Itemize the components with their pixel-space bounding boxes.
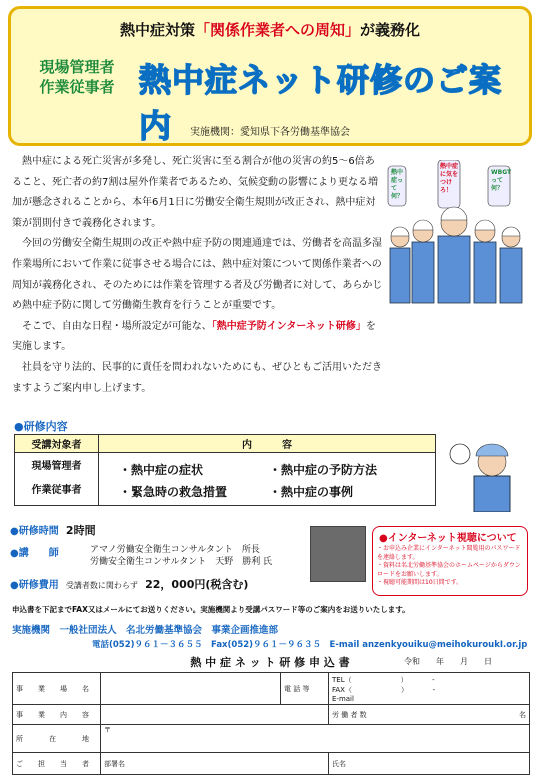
notice-list <box>377 545 525 588</box>
time-label: ●研修時間 <box>10 526 59 537</box>
course-role-manager: 現場管理者 <box>31 461 82 472</box>
headline-pre: 熱中症対策 <box>119 21 195 39</box>
lecturer-line: 労働安全衛生コンサルタント 天野 勝利 氏 <box>90 557 273 567</box>
thought-bubble <box>450 444 470 464</box>
worker-figure <box>438 236 470 303</box>
helmet-icon <box>413 220 433 230</box>
course-table <box>14 434 436 506</box>
role-manager: 現場管理者 <box>39 58 115 76</box>
business-content-label: 事 業 内 容 <box>13 705 101 725</box>
page-title: 熱中症ネット研修のご案内 <box>139 61 503 145</box>
postal-mark: 〒 <box>104 726 111 734</box>
business-content-field[interactable] <box>101 705 329 725</box>
fee-label: ●研修費用 <box>10 580 59 591</box>
course-item: ・熱中症の事例 <box>269 485 354 499</box>
cap-icon <box>476 444 508 456</box>
apply-instructions: 申込書を下記までFAX又はメールにてお送りください。実施機関より受講パスワード等のご案内をお送りいたします。 <box>12 605 410 614</box>
lecturer-photo <box>310 526 366 582</box>
email-line: E-mail <box>332 694 354 703</box>
intro-text-post: を実施します。 <box>12 320 376 353</box>
form-title: 熱 中 症 ネ ッ ト 研 修 申 込 書 <box>190 656 350 669</box>
course-item: ・熱中症の予防方法 <box>269 463 378 477</box>
course-col-content: 内 容 <box>99 435 436 453</box>
worker-figure <box>390 248 410 303</box>
intro-text-pre: そこで、自由な日程・場所設定が可能な、 <box>22 320 212 332</box>
helmet-icon <box>502 227 520 236</box>
course-role-worker: 作業従事者 <box>31 485 82 496</box>
notice-heading: ●インターネット視聴について <box>379 533 517 544</box>
workers-unit: 名 <box>519 710 526 719</box>
headline-post: が義務化 <box>360 21 421 39</box>
bubble-right: WBGTって何？ <box>491 169 512 192</box>
workers-illustration <box>384 160 534 310</box>
lecturer-line: アマノ労働安全衛生コンサルタント 所長 <box>90 545 260 555</box>
tel-line: TEL（ ） - <box>332 675 435 684</box>
bubble-left: 熱中症って何？ <box>391 169 404 200</box>
phone-label: 電 話 等 <box>281 673 329 705</box>
person-label: ご 担 当 者 <box>13 753 101 775</box>
worker-figure <box>500 248 522 303</box>
worker-figure <box>412 242 434 303</box>
fee-note: 受講者数に関わらず <box>65 581 138 590</box>
helmet-icon <box>441 207 467 220</box>
business-name-label: 事 業 場 名 <box>13 673 101 705</box>
workers-label: 労 働 者 数 <box>332 710 367 719</box>
course-items <box>99 453 436 506</box>
dept-label: 部署名 <box>104 759 125 768</box>
organizer: 実施機関：愛知県下各労働基準協会 <box>190 127 350 138</box>
application-form <box>12 672 530 775</box>
contact-org: 実施機関 一般社団法人 名北労働基準協会 事業企画推進部 <box>12 625 279 636</box>
notice-item: ・お申込み企業にインターネット閲覧用のパスワードを連絡します。 <box>377 545 521 561</box>
business-name-field[interactable] <box>101 673 281 705</box>
name-field[interactable] <box>329 753 530 775</box>
worker-figure <box>474 476 510 512</box>
lecturer-label: ●講 師 <box>10 548 59 559</box>
helmet-icon <box>475 220 495 230</box>
thinking-worker-illustration <box>446 432 526 512</box>
time-value: 2時間 <box>65 524 96 537</box>
notice-item: ・視聴可能期間は10日間です。 <box>377 579 463 586</box>
notice-item: ・資料は名北労働基準協会のホームページからダウンロードをお願いします。 <box>377 562 521 578</box>
lecturer-info <box>90 544 272 568</box>
intro-paragraph: 社員を守り法的、民事的に責任を問われないためにも、ぜひともご活用いただきますようご案内申し上げます。 <box>12 361 382 394</box>
name-label: 氏名 <box>332 759 346 768</box>
address-field[interactable] <box>101 725 530 753</box>
banner-headline <box>11 19 529 40</box>
time-row <box>10 522 96 538</box>
dept-field[interactable] <box>101 753 329 775</box>
intro-paragraph: 熱中症による死亡災害が多発し、死亡災害に至る割合が他の災害の約5～6倍あること、死亡者の約7割は屋外作業者であるため、気候変動の影響により更なる増加が懸念されることから、本年6月1日に労働安全衛生規則が改正され、熱中症対策が罰則付きで義務化されます。 <box>12 156 378 229</box>
internet-notice-box <box>372 526 528 596</box>
bubble-center: 熱中症に気をつけろ！ <box>440 163 459 194</box>
address-label: 所 在 地 <box>13 725 101 753</box>
fax-line: FAX（ ） - <box>332 685 435 694</box>
course-item: ・緊急時の救急措置 <box>119 485 228 499</box>
helmet-icon <box>391 227 409 236</box>
course-item: ・熱中症の症状 <box>119 463 204 477</box>
course-col-target: 受講対象者 <box>15 435 99 453</box>
form-date: 令和 年 月 日 <box>404 657 492 666</box>
fee-row <box>10 576 248 592</box>
headline-highlight: 「関係作業者への周知」 <box>194 21 360 39</box>
intro-text <box>12 152 384 399</box>
worker-figure <box>474 242 496 303</box>
header-banner <box>8 6 532 146</box>
role-worker: 作業従事者 <box>39 78 115 96</box>
course-roles <box>15 453 99 506</box>
target-roles <box>23 57 131 97</box>
phone-field[interactable] <box>329 673 530 705</box>
intro-highlight: 「熱中症予防インターネット研修」 <box>211 320 366 332</box>
intro-paragraph: 今回の労働安全衛生規則の改正や熱中症予防の関連通達では、労働者を高温多湿作業場所において作業に従事させる場合には、熱中症対策について関係作業者への周知が義務化され、そのためには作業を管理する者及び労働者に対して、あらかじめ熱中症予防に関して労働衛生教育を行うことが重要です。 <box>12 238 383 312</box>
intro-paragraph <box>12 317 384 358</box>
workers-field[interactable] <box>329 705 530 725</box>
fee-value: 22，000円(税含む) <box>145 578 249 591</box>
course-heading: ●研修内容 <box>14 420 68 433</box>
contact-details: 電話(052)９６１－３６５５ Fax(052)９６１－９６３５ E-mail anzenkyouiku@meihokuroukI.or.jp <box>92 640 528 650</box>
